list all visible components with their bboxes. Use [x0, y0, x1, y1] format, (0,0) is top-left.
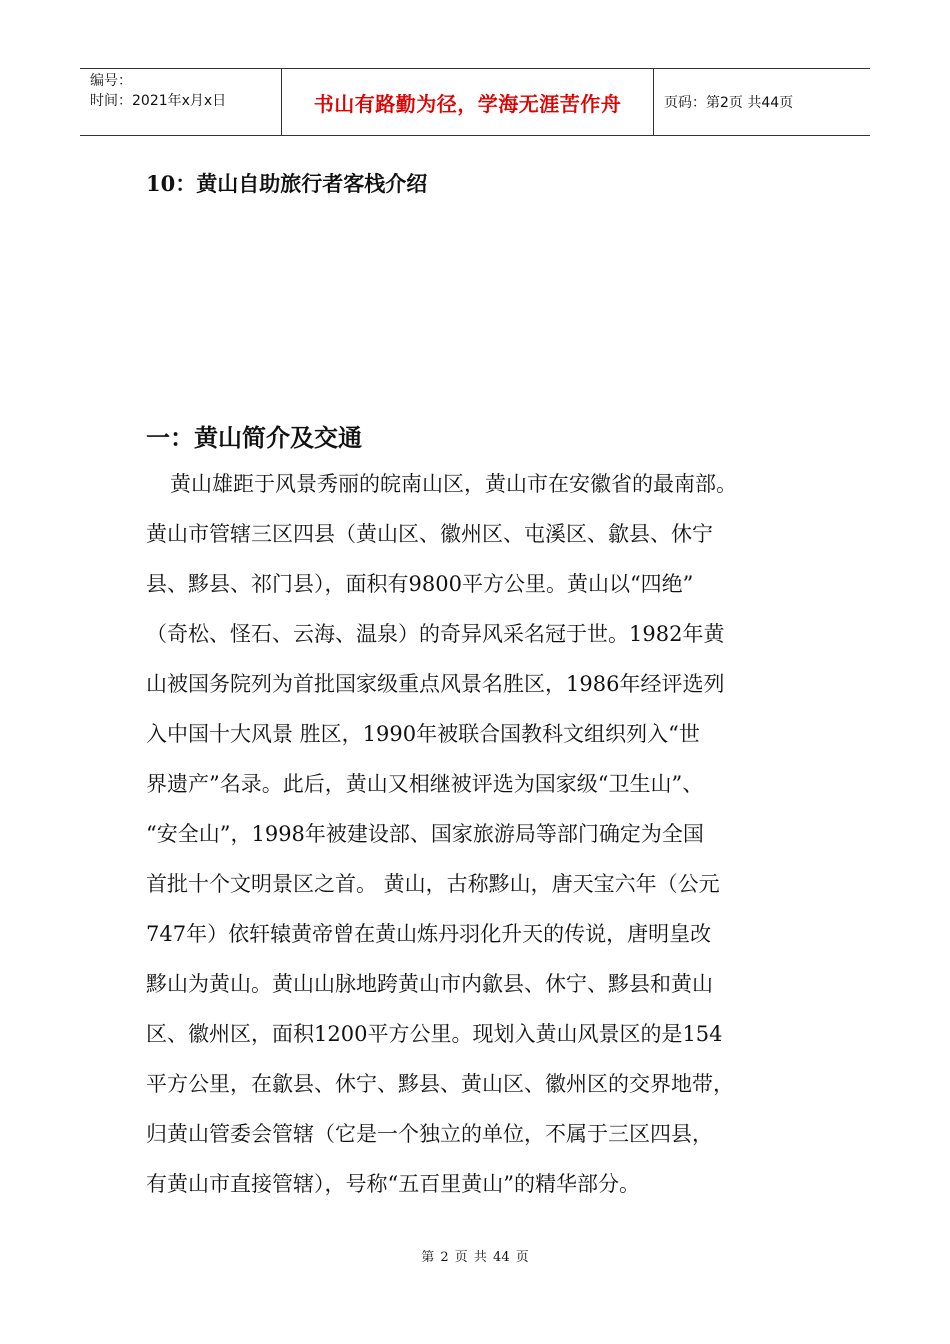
section-heading: 一：黄山简介及交通	[146, 423, 362, 452]
body-line: 首批十个文明景区之首。 黄山，古称黟山，唐天宝六年（公元	[146, 872, 720, 896]
header-motto: 书山有路勤为径，学海无涯苦作舟	[282, 69, 654, 135]
header-meta-cell	[80, 69, 282, 135]
document-title: 10：黄山自助旅行者客栈介绍	[146, 171, 428, 196]
header-table	[80, 68, 870, 136]
body-line: 黄山市管辖三区四县（黄山区、徽州区、屯溪区、歙县、休宁	[146, 522, 713, 546]
document-number-label: 编号：	[90, 73, 132, 89]
body-line: 县、黟县、祁门县），面积有9800平方公里。黄山以“四绝”	[146, 572, 694, 596]
page-footer: 第 2 页 共 44 页	[421, 1250, 529, 1265]
document-time-label: 时间：2021年x月x日	[90, 93, 227, 109]
body-line: 归黄山管委会管辖（它是一个独立的单位，不属于三区四县，	[146, 1122, 713, 1146]
header-page-info: 页码：第2页 共44页	[664, 95, 794, 111]
body-line: 界遗产”名录。此后，黄山又相继被评选为国家级“卫生山”、	[146, 772, 704, 796]
body-line: 区、徽州区，面积1200平方公里。现划入黄山风景区的是154	[146, 1022, 723, 1046]
body-line: 山被国务院列为首批国家级重点风景名胜区，1986年经评选列	[146, 672, 725, 696]
body-line: （奇松、怪石、云海、温泉）的奇异风采名冠于世。1982年黄	[146, 622, 725, 646]
body-line: 747年）依轩辕黄帝曾在黄山炼丹羽化升天的传说，唐明皇改	[146, 922, 712, 946]
body-line: 有黄山市直接管辖），号称“五百里黄山”的精华部分。	[146, 1172, 640, 1196]
body-line: 黟山为黄山。黄山山脉地跨黄山市内歙县、休宁、黟县和黄山	[146, 972, 713, 996]
body-line: “安全山”，1998年被建设部、国家旅游局等部门确定为全国	[146, 822, 704, 846]
body-line: 入中国十大风景 胜区，1990年被联合国教科文组织列入“世	[146, 722, 700, 746]
body-line: 平方公里，在歙县、休宁、黟县、黄山区、徽州区的交界地带，	[146, 1072, 734, 1096]
section-body	[146, 463, 828, 1213]
body-line: 黄山雄距于风景秀丽的皖南山区，黄山市在安徽省的最南部。	[170, 472, 737, 496]
